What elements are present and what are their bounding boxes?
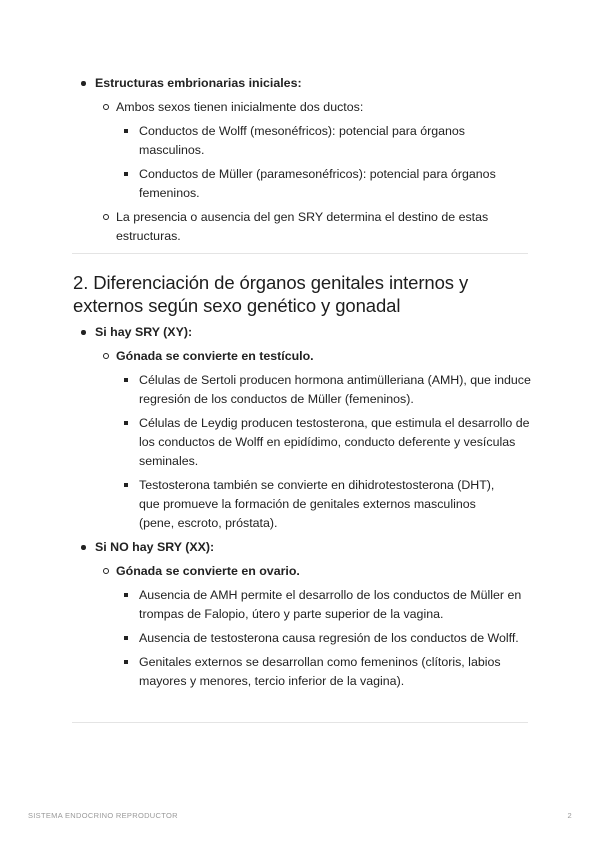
list-item xyxy=(116,562,543,691)
list-item xyxy=(116,347,543,533)
section-2-body xyxy=(73,323,543,691)
wolff-duct-text: Conductos de Wolff (mesonéfricos): potencial para órganos masculinos. xyxy=(139,124,466,157)
intro-list xyxy=(73,74,533,246)
mechanism-list xyxy=(116,371,543,533)
list-item xyxy=(139,371,534,409)
list-item xyxy=(116,98,533,203)
list-item xyxy=(139,653,534,691)
list-item xyxy=(116,208,516,246)
section-2 xyxy=(73,271,513,317)
group-sublist xyxy=(95,562,543,691)
intro-sublist xyxy=(95,98,533,246)
group-subheading: Gónada se convierte en ovario. xyxy=(116,564,300,578)
list-item xyxy=(139,414,534,471)
page-footer xyxy=(28,811,572,820)
page-number: 2 xyxy=(567,811,572,820)
group-heading: Si NO hay SRY (XX): xyxy=(95,540,215,554)
mechanism-text: Testosterona también se convierte en dihidrotestosterona (DHT), que promueve la formación de genitales externos masculinos (pene, escroto, próstata). xyxy=(139,478,495,530)
intro-item-text: Ambos sexos tienen inicialmente dos ductos: xyxy=(116,100,364,114)
mechanism-text: Ausencia de testosterona causa regresión de los conductos de Wolff. xyxy=(139,631,519,645)
intro-bullet xyxy=(95,74,533,246)
list-item xyxy=(139,165,524,203)
muller-duct-text: Conductos de Müller (paramesonéfricos): potencial para órganos femeninos. xyxy=(139,167,496,200)
list-item xyxy=(139,122,524,160)
list-item xyxy=(139,586,534,624)
group-xy xyxy=(95,323,543,533)
divider xyxy=(72,253,528,254)
group-xx xyxy=(95,538,543,691)
footer-title: SISTEMA ENDOCRINO REPRODUCTOR xyxy=(28,811,178,820)
group-heading: Si hay SRY (XY): xyxy=(95,325,193,339)
mechanism-text: Células de Sertoli producen hormona antimülleriana (AMH), que induce regresión de los conductos de Müller (femeninos). xyxy=(139,373,531,406)
mechanism-list xyxy=(116,586,543,691)
mechanism-text: Células de Leydig producen testosterona, que estimula el desarrollo de los conductos de Wolff en epidídimo, conducto deferente y vesículas seminales. xyxy=(139,416,530,468)
sry-gene-text: La presencia o ausencia del gen SRY determina el destino de estas estructuras. xyxy=(116,210,489,243)
list-item xyxy=(139,476,514,533)
group-sublist xyxy=(95,347,543,533)
section-title: 2. Diferenciación de órganos genitales internos y externos según sexo genético y gonadal xyxy=(73,272,469,316)
group-subheading: Gónada se convierte en testículo. xyxy=(116,349,314,363)
list-item xyxy=(139,629,524,648)
duct-list xyxy=(116,122,533,203)
mechanism-text: Ausencia de AMH permite el desarrollo de los conductos de Müller en trompas de Falopio, útero y parte superior de la vagina. xyxy=(139,588,522,621)
intro-section xyxy=(73,74,533,246)
mechanism-text: Genitales externos se desarrollan como femeninos (clítoris, labios mayores y menores, tercio inferior de la vagina). xyxy=(139,655,501,688)
sry-groups-list xyxy=(73,323,543,691)
intro-heading: Estructuras embrionarias iniciales: xyxy=(95,76,302,90)
divider xyxy=(72,722,528,723)
